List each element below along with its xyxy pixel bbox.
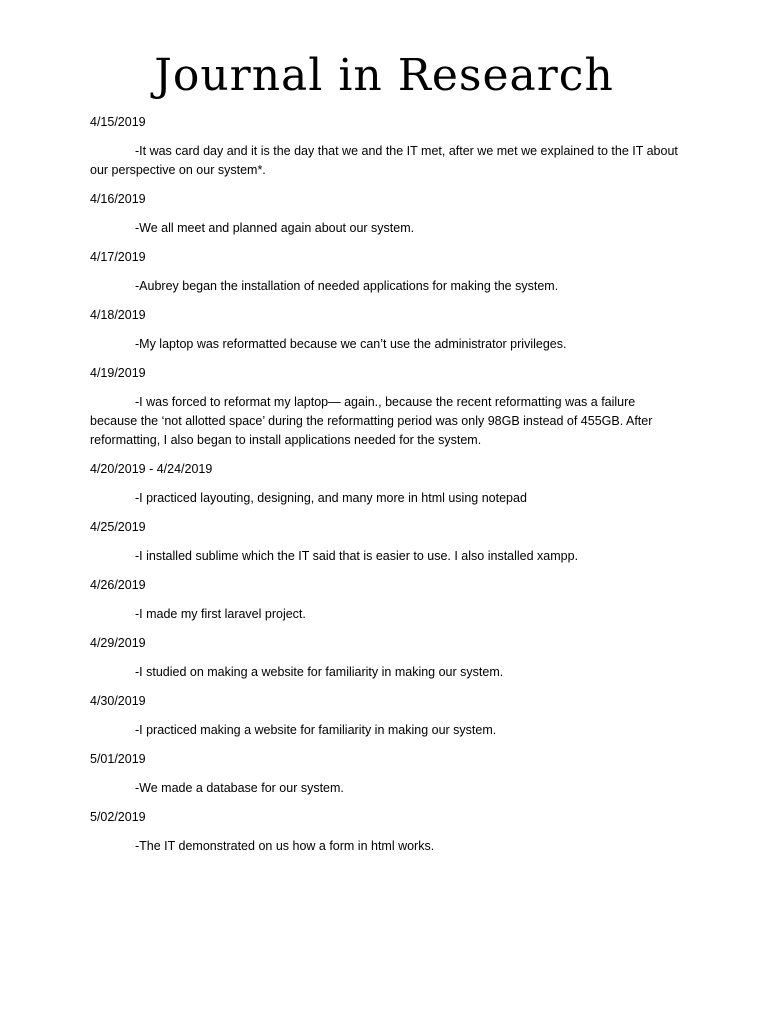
entry-text: -The IT demonstrated on us how a form in html works. [135, 839, 435, 853]
journal-entry [90, 190, 680, 238]
entry-date: 4/30/2019 [90, 694, 146, 708]
entry-date: 4/26/2019 [90, 578, 146, 592]
journal-entry [90, 808, 680, 856]
journal-entry [90, 518, 680, 566]
journal-entry [90, 306, 680, 354]
journal-entry [90, 634, 680, 682]
entry-date: 4/29/2019 [90, 636, 146, 650]
journal-entry [90, 460, 680, 508]
journal-entry [90, 692, 680, 740]
entry-date: 4/25/2019 [90, 520, 146, 534]
journal-entry [90, 576, 680, 624]
entry-text: -I was forced to reformat my laptop— again., because the recent reformatting was a failure because the ‘not allotted space’ during the reformatting period was only 98GB instead of 455GB. After reformatting, I also began to install applications needed for the system. [90, 395, 653, 447]
entry-date: 5/02/2019 [90, 810, 146, 824]
entry-date: 4/18/2019 [90, 308, 146, 322]
entry-date: 5/01/2019 [90, 752, 146, 766]
entry-text: -We made a database for our system. [135, 781, 344, 795]
entry-text: -I studied on making a website for familiarity in making our system. [135, 665, 504, 679]
entry-date: 4/15/2019 [90, 115, 146, 129]
journal-entries [90, 113, 680, 866]
entry-text: -I practiced making a website for familiarity in making our system. [135, 723, 497, 737]
entry-text: -My laptop was reformatted because we can’t use the administrator privileges. [135, 337, 567, 351]
entry-date: 4/17/2019 [90, 250, 146, 264]
entry-text: -We all meet and planned again about our system. [135, 221, 415, 235]
entry-text: -I made my first laravel project. [135, 607, 306, 621]
entry-text: -I installed sublime which the IT said that is easier to use. I also installed xampp. [135, 549, 579, 563]
journal-entry [90, 248, 680, 296]
entry-date: 4/19/2019 [90, 366, 146, 380]
entry-text: -It was card day and it is the day that we and the IT met, after we met we explained to the IT about our perspective on our system*. [90, 144, 678, 177]
entry-text: -I practiced layouting, designing, and many more in html using notepad [135, 491, 527, 505]
journal-entry [90, 364, 680, 450]
entry-date: 4/16/2019 [90, 192, 146, 206]
journal-entry [90, 750, 680, 798]
entry-date: 4/20/2019 - 4/24/2019 [90, 462, 213, 476]
journal-entry [90, 113, 680, 180]
entry-text: -Aubrey began the installation of needed applications for making the system. [135, 279, 559, 293]
document-title: Journal in Research [154, 50, 614, 101]
